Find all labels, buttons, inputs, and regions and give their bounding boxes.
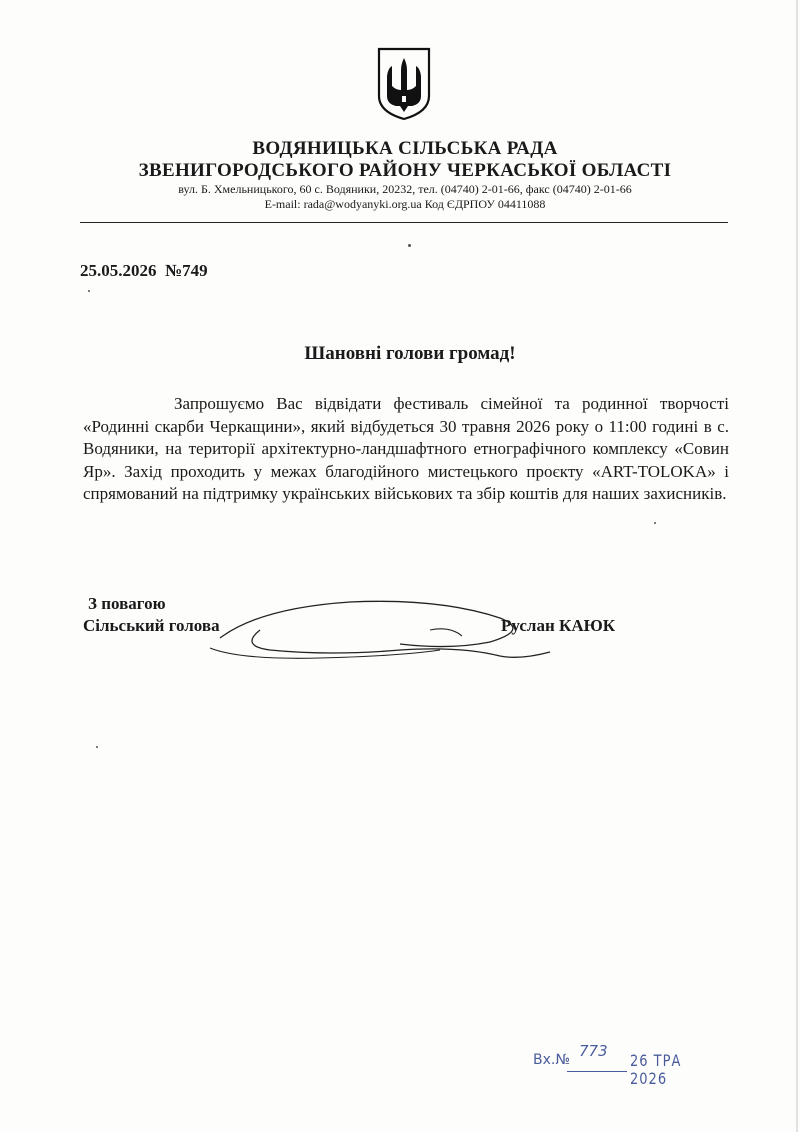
signer-position: Сільський голова bbox=[83, 616, 220, 635]
closing: З повагою bbox=[88, 594, 166, 613]
stamp-date: 26 ТРА 2026 bbox=[630, 1053, 682, 1089]
org-name-line2: ЗВЕНИГОРОДСЬКОГО РАЙОНУ ЧЕРКАСЬКОЇ ОБЛАСТІ bbox=[138, 160, 672, 181]
letter-body: Запрошуємо Вас відвідати фестиваль сімейної та родинної творчості «Родинні скарби Черкащини», який відбудеться 30 травня 2026 року о 11:00 годині в с. Водяники, на території архітектурно-ландшафтного етнографічного комплексу «Совин Яр». Захід проходить у межах благодійного мистецького проєкту «ART-TOLOKA» і спрямований на підтримку українських військових та збір коштів для наших захисників. bbox=[83, 394, 729, 503]
scan-speck bbox=[88, 290, 90, 292]
scan-speck bbox=[654, 522, 656, 524]
letter-number: №749 bbox=[165, 261, 208, 280]
header-divider bbox=[80, 222, 728, 223]
greeting: Шановні голови громад! bbox=[304, 343, 516, 364]
scan-speck bbox=[408, 244, 411, 247]
org-name-line1: ВОДЯНИЦЬКА СІЛЬСЬКА РАДА bbox=[252, 138, 558, 159]
handwritten-signature bbox=[200, 590, 560, 670]
stamp-label: Вх.№ bbox=[533, 1052, 570, 1068]
trident-coat-of-arms-icon bbox=[376, 46, 432, 122]
org-contacts: E-mail: rada@wodyanyki.org.ua Код ЄДРПОУ 04411088 bbox=[264, 197, 546, 211]
org-address: вул. Б. Хмельницького, 60 с. Водяники, 20232, тел. (04740) 2-01-66, факс (04740) 2-01-66 bbox=[178, 182, 632, 196]
incoming-stamp bbox=[533, 1040, 723, 1089]
stamp-number: 773 bbox=[579, 1042, 608, 1060]
letter-date: 25.05.2026 bbox=[80, 261, 157, 280]
stamp-underline bbox=[567, 1071, 627, 1072]
scan-speck bbox=[96, 746, 98, 748]
signer-name: Руслан КАЮК bbox=[501, 616, 616, 635]
letter-date-number bbox=[80, 261, 208, 281]
